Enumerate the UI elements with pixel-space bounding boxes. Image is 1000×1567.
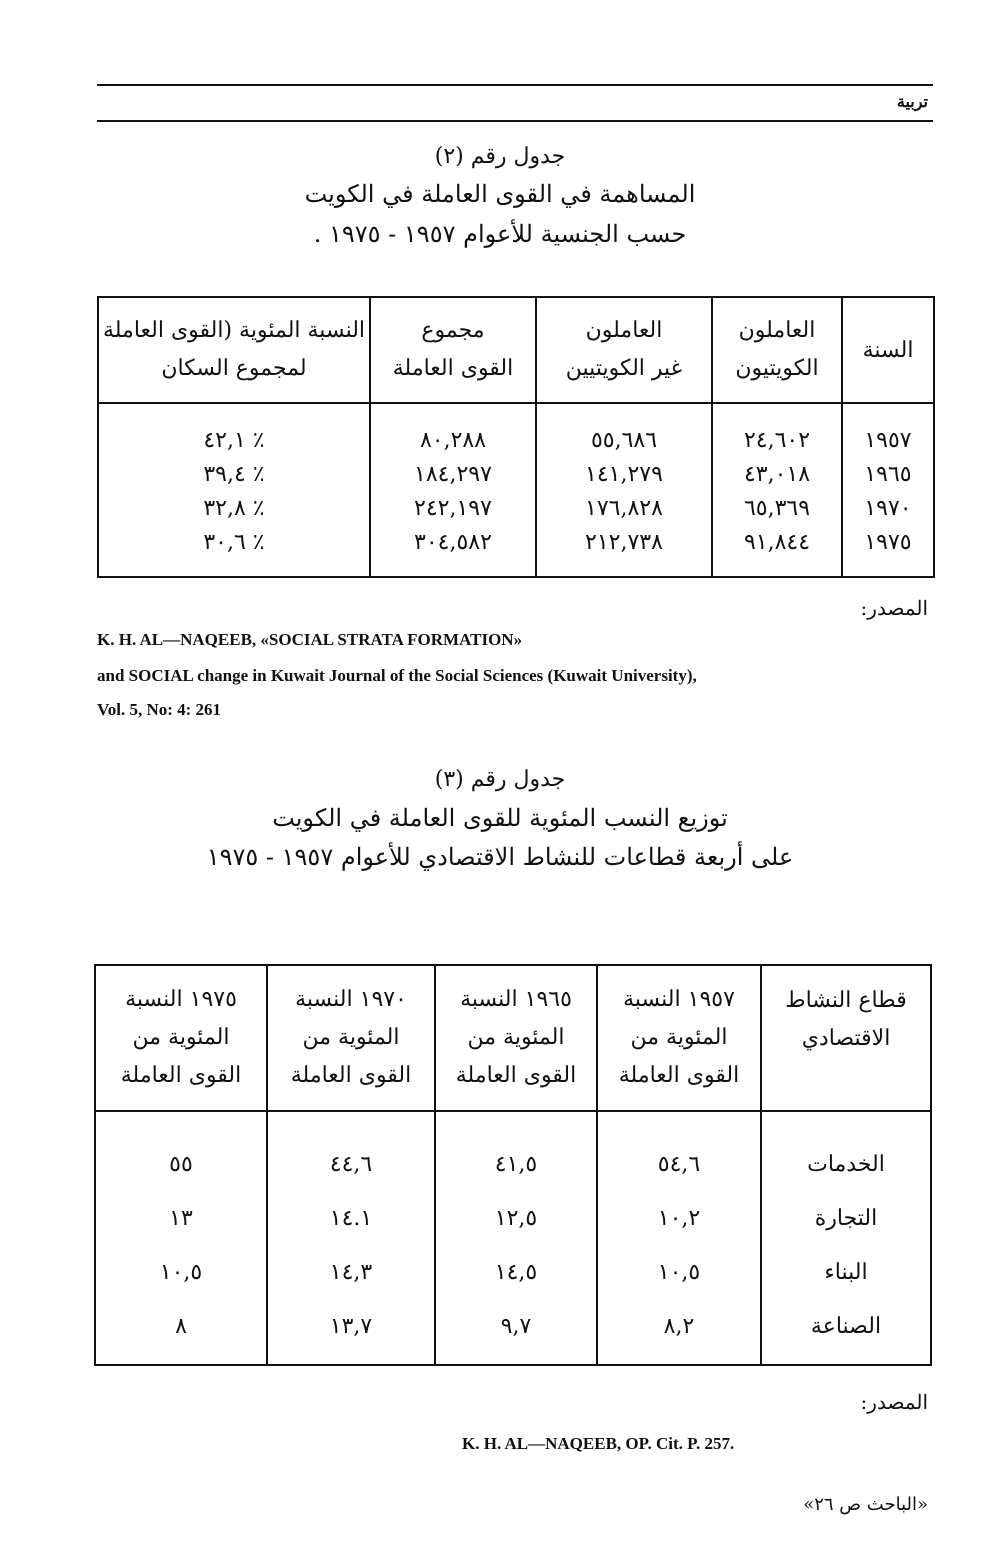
header-bottom-rule bbox=[97, 120, 933, 122]
table3-cell: ٨ bbox=[175, 1314, 187, 1339]
table3-header-1975: ١٩٧٥ النسبة المئوية من القوى العاملة bbox=[95, 965, 267, 1111]
table3-cell: ١٠,٥ bbox=[159, 1260, 203, 1285]
table2-header-row bbox=[98, 297, 934, 403]
table2-source-line: Vol. 5, No: 4: 261 bbox=[97, 700, 222, 719]
table3-subtitle: على أربعة قطاعات للنشاط الاقتصادي للأعوام ١٩٥٧ - ١٩٧٥ bbox=[206, 843, 794, 871]
header-top-rule bbox=[97, 84, 933, 86]
table2-cell: ١٩٧٠ bbox=[864, 496, 912, 521]
table2-cell: ٨٠,٢٨٨ bbox=[419, 428, 487, 453]
table3-header-row bbox=[95, 965, 931, 1111]
footnote: «الباحث ص ٢٦» bbox=[803, 1494, 928, 1515]
table2-cell: ٪ ٣٩,٤ bbox=[203, 462, 265, 487]
table2-source-line: and SOCIAL change in Kuwait Journal of the Social Sciences (Kuwait University), bbox=[97, 666, 697, 685]
table3-source-line: K. H. AL—NAQEEB, OP. Cit. P. 257. bbox=[462, 1434, 735, 1453]
table3-cell: ٥٤,٦ bbox=[657, 1152, 701, 1177]
table2-number: جدول رقم (٢) bbox=[434, 144, 566, 169]
table2-caption bbox=[200, 140, 800, 254]
table2-cell: ٣٠٤,٥٨٢ bbox=[414, 530, 492, 555]
table3-cell: ١٠,٥ bbox=[657, 1260, 701, 1285]
table2-title: المساهمة في القوى العاملة في الكويت bbox=[304, 180, 696, 208]
table3-cell: البناء bbox=[824, 1260, 868, 1285]
table3-cell: ١٠,٢ bbox=[657, 1206, 701, 1231]
table2-cell: ٪ ٣٠,٦ bbox=[203, 530, 265, 555]
table3-body-row bbox=[95, 1111, 931, 1365]
table2-cell: ١٩٦٥ bbox=[864, 462, 912, 487]
table2-col-total bbox=[370, 403, 536, 577]
table2-header-year: السنة bbox=[842, 297, 934, 403]
table2-cell: ٪ ٣٢,٨ bbox=[203, 496, 265, 521]
table2-cell: ١٩٥٧ bbox=[864, 428, 912, 453]
table2-header-total: مجموع القوى العاملة bbox=[370, 297, 536, 403]
table2-col-non-kuwaiti bbox=[536, 403, 712, 577]
table3-col-1957 bbox=[597, 1111, 761, 1365]
table3-title: توزيع النسب المئوية للقوى العاملة في الكويت bbox=[272, 804, 728, 832]
table3-header-1957: ١٩٥٧ النسبة المئوية من القوى العاملة bbox=[597, 965, 761, 1111]
table2-cell: ١٧٦,٨٢٨ bbox=[585, 496, 663, 521]
table3-cell: ١٤,٣ bbox=[329, 1260, 373, 1285]
table3-header-1965: ١٩٦٥ النسبة المئوية من القوى العاملة bbox=[435, 965, 597, 1111]
table2-col-kuwaiti bbox=[712, 403, 842, 577]
table3-cell: ١٤.١ bbox=[329, 1206, 373, 1231]
table3-col-1965 bbox=[435, 1111, 597, 1365]
table3-source-label: المصدر: bbox=[860, 1390, 928, 1414]
table3-col-1975 bbox=[95, 1111, 267, 1365]
table3-caption bbox=[150, 762, 850, 876]
running-title: تربية bbox=[896, 92, 928, 111]
table3-cell: ١٤,٥ bbox=[494, 1260, 538, 1285]
table2-cell: ٢٤٢,١٩٧ bbox=[414, 496, 492, 521]
table3-cell: ١٣ bbox=[169, 1206, 193, 1231]
table2-cell: ٤٣,٠١٨ bbox=[743, 462, 811, 487]
table2-subtitle: حسب الجنسية للأعوام ١٩٥٧ - ١٩٧٥ . bbox=[313, 220, 687, 248]
table3-cell: الصناعة bbox=[810, 1314, 882, 1339]
table3-cell: ٨,٢ bbox=[663, 1314, 695, 1339]
table2-cell: ٥٥,٦٨٦ bbox=[590, 428, 658, 453]
table3-col-sector bbox=[761, 1111, 931, 1365]
table2-source-line: K. H. AL—NAQEEB, «SOCIAL STRATA FORMATION» bbox=[97, 630, 523, 649]
table3-header-1970: ١٩٧٠ النسبة المئوية من القوى العاملة bbox=[267, 965, 435, 1111]
table3-cell: ١٣,٧ bbox=[329, 1314, 373, 1339]
table3-cell: الخدمات bbox=[807, 1152, 885, 1177]
table2-header-kuwaiti: العاملون الكويتيون bbox=[712, 297, 842, 403]
table3-cell: ٤١,٥ bbox=[494, 1152, 538, 1177]
table3-cell: ٤٤,٦ bbox=[329, 1152, 373, 1177]
table2-cell: ٢٤,٦٠٢ bbox=[743, 428, 811, 453]
table2-source-label: المصدر: bbox=[860, 596, 928, 620]
table3-cell: ٥٥ bbox=[169, 1152, 193, 1177]
table2 bbox=[97, 296, 935, 578]
table2-cell: ٪ ٤٢,١ bbox=[203, 428, 265, 453]
table2-header-non-kuwaiti: العاملون غير الكويتيين bbox=[536, 297, 712, 403]
table2-header-percent: النسبة المئوية (القوى العاملة لمجموع السكان bbox=[98, 297, 370, 403]
table3-cell: ٩,٧ bbox=[500, 1314, 532, 1339]
table2-cell: ٢١٢,٧٣٨ bbox=[585, 530, 663, 555]
table2-col-percent bbox=[98, 403, 370, 577]
table3-number: جدول رقم (٣) bbox=[434, 767, 566, 792]
table2-body-row bbox=[98, 403, 934, 577]
table3-header-sector: قطاع النشاط الاقتصادي bbox=[761, 965, 931, 1111]
table2-cell: ١٤١,٢٧٩ bbox=[585, 462, 663, 487]
table3-cell: التجارة bbox=[814, 1206, 878, 1231]
table3-col-1970 bbox=[267, 1111, 435, 1365]
table2-cell: ٦٥,٣٦٩ bbox=[743, 496, 811, 521]
table2-col-year bbox=[842, 403, 934, 577]
table2-cell: ١٩٧٥ bbox=[864, 530, 912, 555]
table3-cell: ١٢,٥ bbox=[494, 1206, 538, 1231]
table2-cell: ٩١,٨٤٤ bbox=[743, 530, 811, 555]
table2-cell: ١٨٤,٢٩٧ bbox=[414, 462, 492, 487]
table3 bbox=[94, 964, 932, 1366]
